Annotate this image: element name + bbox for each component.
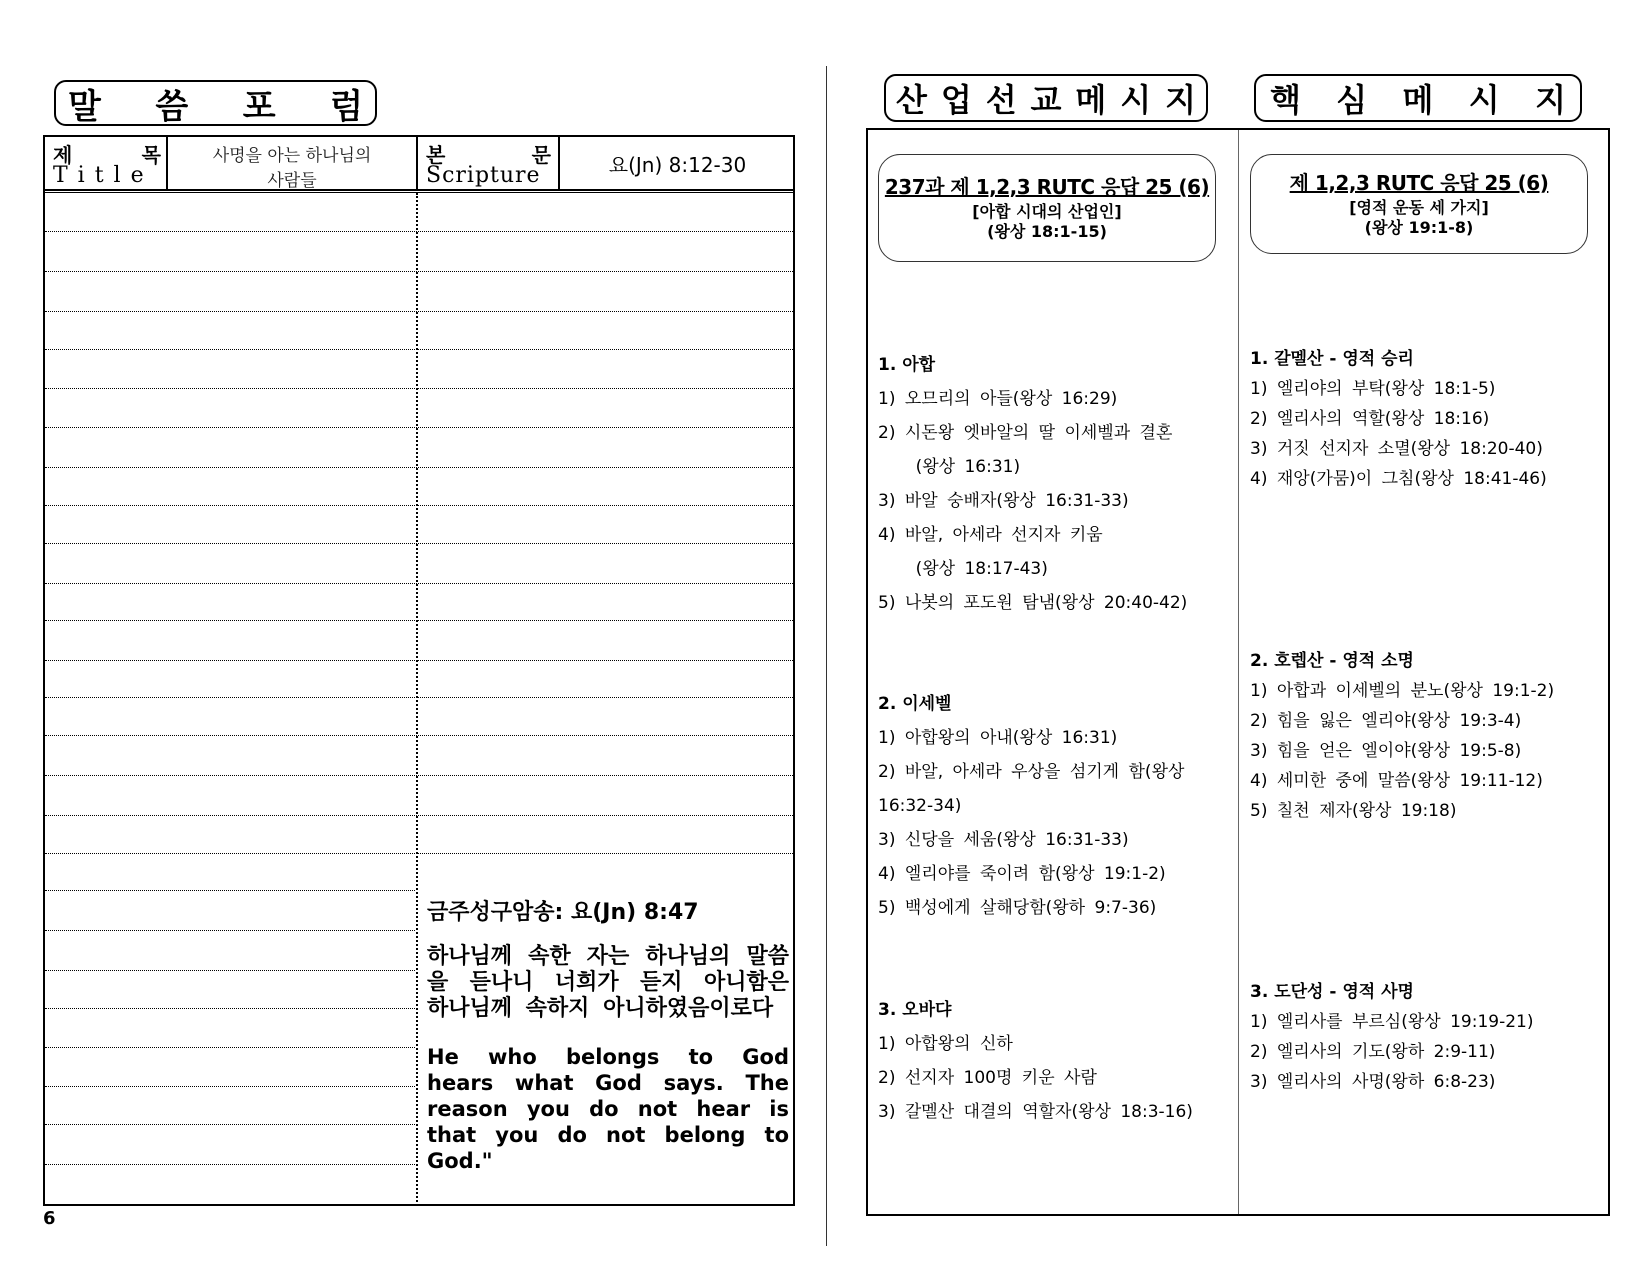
- title-char: 산: [896, 81, 927, 119]
- title-label-cell: [45, 137, 168, 189]
- title-char: 업: [940, 81, 972, 119]
- section-carmel: [1250, 346, 1605, 494]
- list-item: 2) 선지자 100명 키운 사람: [878, 1068, 1097, 1088]
- notes-table: [43, 135, 795, 1206]
- memory-verse-title: 금주성구암송: 요(Jn) 8:47: [427, 900, 699, 925]
- list-item: 2) 엘리사의 역할(왕상 18:16): [1250, 409, 1490, 429]
- title-char: 포: [242, 86, 276, 127]
- list-item: 2) 시돈왕 엣바알의 딸 이세벨과 결혼: [878, 423, 1173, 443]
- title-char: 지: [1165, 81, 1196, 119]
- list-item: 3) 바알 숭배자(왕상 16:31-33): [878, 491, 1129, 511]
- title-label-en: Title: [53, 163, 154, 188]
- lesson-title: 제 1,2,3 RUTC 응답 25 (6): [1289, 171, 1549, 195]
- title-char: 선: [985, 81, 1017, 119]
- list-item: 1) 오므리의 아들(왕상 16:29): [878, 389, 1118, 409]
- title-char: 말: [68, 86, 101, 127]
- lesson-box-industrial: [878, 154, 1216, 262]
- list-item: 2) 힘을 잃은 엘리야(왕상 19:3-4): [1250, 711, 1522, 731]
- title-char: 메: [1402, 81, 1434, 119]
- list-item: 3) 신당을 세움(왕상 16:31-33): [878, 830, 1129, 850]
- section-title: 1. 아합: [878, 355, 936, 375]
- lesson-subtitle: [영적 운동 세 가지]: [1349, 198, 1489, 217]
- list-item: 1) 아합왕의 신하: [878, 1034, 1013, 1054]
- list-item: 2) 엘리사의 기도(왕하 2:9-11): [1250, 1042, 1496, 1062]
- title-char: 핵: [1270, 81, 1301, 119]
- list-item: 3) 거짓 선지자 소멸(왕상 18:20-40): [1250, 439, 1543, 459]
- list-item: 5) 백성에게 살해당함(왕하 9:7-36): [878, 898, 1157, 918]
- section-jezebel: [878, 691, 1228, 925]
- list-item: 4) 엘리야를 죽이려 함(왕상 19:1-2): [878, 864, 1166, 884]
- list-item: 4) 세미한 중에 말씀(왕상 19:11-12): [1250, 771, 1543, 791]
- title-value-cell: [168, 137, 418, 189]
- lesson-title: 237과 제 1,2,3 RUTC 응답 25 (6): [884, 175, 1210, 199]
- list-item: (왕상 16:31): [878, 457, 1021, 477]
- title-char: 씀: [155, 86, 189, 127]
- memory-verse-korean: 하나님께 속한 자는 하나님의 말씀을 듣나니 너희가 듣지 아니함은 하나님께 속하지 아니하였음이로다: [427, 944, 789, 1021]
- list-item: (왕상 18:17-43): [878, 559, 1048, 579]
- title-char: 지: [1535, 81, 1566, 119]
- list-item: 1) 엘리야의 부탁(왕상 18:1-5): [1250, 379, 1496, 399]
- title-value-line2: 사람들: [267, 171, 317, 191]
- list-item: 4) 바알, 아세라 선지자 키움: [878, 525, 1103, 545]
- section-title: 1. 갈멜산 - 영적 승리: [1250, 349, 1414, 369]
- memory-verse-english: He who belongs to God hears what God says. The reason you do not hear is that you do not belong to God.": [427, 1045, 789, 1173]
- message-table: [866, 128, 1610, 1216]
- section-title: 2. 호렙산 - 영적 소명: [1250, 651, 1414, 671]
- list-item: 3) 엘리사의 사명(왕하 6:8-23): [1250, 1072, 1496, 1092]
- list-item: 3) 갈멜산 대결의 역할자(왕상 18:3-16): [878, 1102, 1193, 1122]
- scripture-label-ko: 본 문: [426, 143, 551, 167]
- title-label-ko: 제 목: [53, 143, 161, 167]
- sermon-forum-title: [54, 80, 377, 126]
- scripture-label-cell: [418, 137, 560, 189]
- title-char: 럼: [330, 86, 363, 127]
- section-title: 3. 오바댜: [878, 1000, 952, 1020]
- scripture-value: 요(Jn) 8:12-30: [608, 152, 747, 177]
- lesson-box-core: [1250, 154, 1588, 254]
- title-char: 메: [1075, 81, 1107, 119]
- section-horeb: [1250, 648, 1605, 826]
- title-value-line1: 사명을 아는 하나님의: [212, 146, 372, 166]
- list-item: 5) 칠천 제자(왕상 19:18): [1250, 801, 1457, 821]
- title-char: 심: [1336, 81, 1368, 119]
- scripture-label-en: Scripture: [426, 163, 541, 188]
- title-char: 교: [1030, 81, 1062, 119]
- list-item: 1) 아합과 이세벨의 분노(왕상 19:1-2): [1250, 681, 1555, 701]
- page-divider: [826, 66, 827, 1246]
- section-obadiah: [878, 997, 1228, 1129]
- list-item: 2) 바알, 아세라 우상을 섬기게 함(왕상: [878, 762, 1185, 782]
- list-item: 3) 힘을 얻은 엘이야(왕상 19:5-8): [1250, 741, 1522, 761]
- lesson-reference: (왕상 19:1-8): [1364, 218, 1474, 237]
- section-title: 2. 이세벨: [878, 694, 952, 714]
- section-ahab: [878, 352, 1228, 620]
- scripture-value-cell: [560, 137, 795, 189]
- lesson-subtitle: [아합 시대의 산업인]: [972, 202, 1122, 221]
- core-message-title: [1254, 74, 1582, 122]
- title-char: 시: [1468, 81, 1500, 119]
- page-number: 6: [43, 1208, 56, 1229]
- industrial-mission-title: [884, 74, 1208, 122]
- title-char: 시: [1120, 81, 1152, 119]
- list-item: 16:32-34): [878, 796, 962, 816]
- memory-verse-block: [427, 895, 789, 1174]
- section-dothan: [1250, 979, 1605, 1097]
- lesson-reference: (왕상 18:1-15): [987, 222, 1107, 241]
- list-item: 1) 엘리사를 부르심(왕상 19:19-21): [1250, 1012, 1534, 1032]
- section-title: 3. 도단성 - 영적 사명: [1250, 982, 1414, 1002]
- list-item: 5) 나봇의 포도원 탐냄(왕상 20:40-42): [878, 593, 1188, 613]
- list-item: 4) 재앙(가뭄)이 그침(왕상 18:41-46): [1250, 469, 1547, 489]
- column-divider: [1238, 130, 1239, 1214]
- list-item: 1) 아합왕의 아내(왕상 16:31): [878, 728, 1118, 748]
